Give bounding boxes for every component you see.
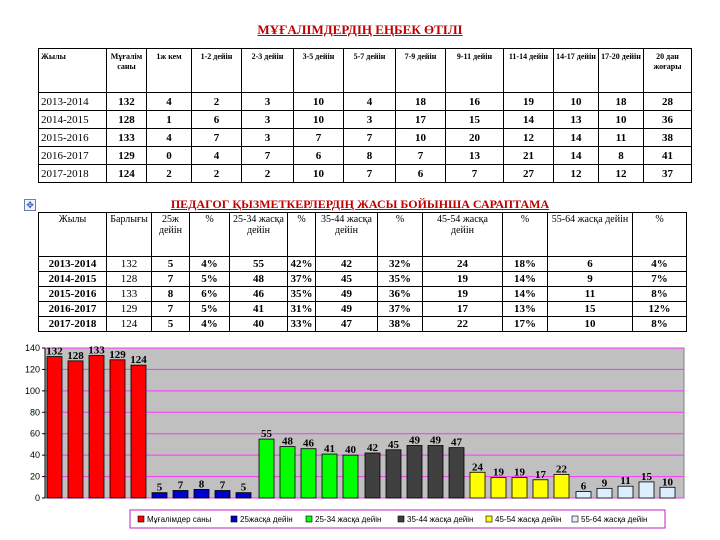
bar-value-label: 132 — [46, 345, 63, 358]
y-tick-label: 20 — [29, 471, 40, 482]
bar-value-label: 19 — [514, 466, 525, 479]
chart-bar — [554, 474, 569, 498]
y-tick-label: 140 — [24, 343, 40, 353]
y-tick-label: 0 — [34, 493, 40, 503]
table2-header-cell: 25ж дейін — [152, 213, 190, 257]
table-cell: 36 — [644, 111, 692, 129]
table-cell: 2014-2015 — [39, 111, 107, 129]
table-cell: 21 — [504, 147, 554, 165]
chart-bar — [280, 447, 295, 498]
table1-header-cell: 7-9 дейін — [396, 49, 446, 93]
chart-bar — [194, 489, 209, 498]
table-cell: 133 — [107, 287, 152, 302]
chart-bar — [407, 446, 422, 499]
table-row — [39, 129, 692, 147]
bar-value-label: 7 — [219, 479, 226, 492]
table-cell: 6% — [190, 287, 230, 302]
bar-value-label: 124 — [130, 354, 147, 367]
table-cell: 0 — [147, 147, 192, 165]
table-cell: 4% — [190, 317, 230, 332]
table-cell: 47 — [316, 317, 378, 332]
table-cell: 42 — [316, 257, 378, 272]
bar-value-label: 41 — [324, 443, 335, 456]
y-tick-label: 80 — [29, 407, 40, 418]
table-cell: 4 — [344, 93, 396, 111]
table-cell: 12 — [599, 165, 644, 183]
table-row — [39, 287, 687, 302]
table-cell: 2016-2017 — [39, 147, 107, 165]
table-cell: 129 — [107, 147, 147, 165]
table-cell: 7% — [633, 272, 687, 287]
table2-header-cell: Барлығы — [107, 213, 152, 257]
table-cell: 13 — [554, 111, 599, 129]
table-cell: 128 — [107, 272, 152, 287]
table-cell: 10 — [294, 111, 344, 129]
bar-value-label: 46 — [303, 437, 314, 450]
table-row — [39, 272, 687, 287]
chart-bar — [110, 360, 125, 498]
bar-value-label: 49 — [430, 434, 441, 447]
table-cell: 24 — [423, 257, 503, 272]
table-row — [39, 257, 687, 272]
table-cell: 7 — [344, 165, 396, 183]
chart-bar — [491, 478, 506, 498]
chart-bar — [449, 448, 464, 498]
chart-bar — [301, 449, 316, 498]
table-cell: 2015-2016 — [39, 129, 107, 147]
table-cell: 36% — [378, 287, 423, 302]
legend-swatch — [306, 516, 312, 522]
table-cell: 128 — [107, 111, 147, 129]
table2-header-cell: % — [378, 213, 423, 257]
bar-value-label: 8 — [198, 478, 205, 491]
table2-header-cell: 35-44 жасқа дейін — [316, 213, 378, 257]
table-cell: 49 — [316, 287, 378, 302]
table2-header-cell: 25-34 жасқа дейін — [230, 213, 288, 257]
bar-value-label: 7 — [177, 479, 184, 492]
table-row — [39, 317, 687, 332]
table-cell: 4 — [147, 129, 192, 147]
table-row — [39, 111, 692, 129]
bar-value-label: 129 — [109, 348, 126, 361]
table-cell: 35% — [288, 287, 316, 302]
table-cell: 48 — [230, 272, 288, 287]
chart-bar — [386, 450, 401, 498]
age-distribution-chart — [0, 334, 720, 540]
bar-value-label: 17 — [535, 468, 546, 481]
legend-label: 25жасқа дейін — [240, 515, 293, 524]
chart-bar — [660, 487, 675, 498]
table2-header-cell: % — [633, 213, 687, 257]
chart-bar — [365, 453, 380, 498]
bar-value-label: 22 — [556, 463, 567, 476]
table-cell: 35% — [378, 272, 423, 287]
table-cell: 10 — [294, 93, 344, 111]
table-cell: 11 — [548, 287, 633, 302]
table-cell: 41 — [230, 302, 288, 317]
table-cell: 22 — [423, 317, 503, 332]
legend-label: 55-64 жасқа дейін — [581, 515, 648, 524]
table-cell: 2 — [192, 93, 242, 111]
bar-value-label: 11 — [620, 475, 631, 488]
chart-bar — [533, 480, 548, 498]
table-cell: 2016-2017 — [39, 302, 107, 317]
table-cell: 2013-2014 — [39, 257, 107, 272]
table-cell: 33% — [288, 317, 316, 332]
table-cell: 31% — [288, 302, 316, 317]
table-cell: 3 — [344, 111, 396, 129]
table-cell: 37% — [378, 302, 423, 317]
table-cell: 3 — [242, 129, 294, 147]
table-cell: 129 — [107, 302, 152, 317]
bar-value-label: 40 — [345, 444, 356, 457]
table1-header-cell: 17-20 дейін — [599, 49, 644, 93]
table-row — [39, 302, 687, 317]
table1-header-cell: 11-14 дейін — [504, 49, 554, 93]
table-cell: 9 — [548, 272, 633, 287]
legend-swatch — [572, 516, 578, 522]
table-cell: 38% — [378, 317, 423, 332]
chart-bar — [428, 446, 443, 499]
bar-value-label: 48 — [282, 435, 293, 448]
table-cell: 38 — [644, 129, 692, 147]
table-cell: 49 — [316, 302, 378, 317]
table-cell: 12 — [504, 129, 554, 147]
legend-label: Мұғалімдер саны — [147, 515, 212, 524]
staff-age-table — [38, 212, 687, 332]
table-cell: 37 — [644, 165, 692, 183]
table-cell: 7 — [344, 129, 396, 147]
table-cell: 17% — [503, 317, 548, 332]
y-tick-label: 100 — [24, 385, 40, 396]
table-cell: 2 — [147, 165, 192, 183]
chart-bar — [215, 491, 230, 499]
legend-label: 25-34 жасқа дейін — [315, 515, 382, 524]
chart-bar — [343, 455, 358, 498]
table-cell: 6 — [548, 257, 633, 272]
legend-swatch — [398, 516, 404, 522]
table-cell: 14% — [503, 287, 548, 302]
table-cell: 6 — [192, 111, 242, 129]
table-cell: 6 — [396, 165, 446, 183]
table-cell: 8 — [599, 147, 644, 165]
table-cell: 1 — [147, 111, 192, 129]
table-cell: 11 — [599, 129, 644, 147]
bar-value-label: 55 — [261, 428, 272, 441]
table2-header-row — [39, 213, 687, 257]
bar-value-label: 5 — [156, 481, 163, 494]
table-cell: 13 — [446, 147, 504, 165]
table-cell: 2 — [192, 165, 242, 183]
legend-label: 45-54 жасқа дейін — [495, 515, 562, 524]
bar-value-label: 10 — [662, 476, 673, 489]
bar-value-label: 42 — [367, 442, 378, 454]
table-cell: 32% — [378, 257, 423, 272]
table-cell: 8 — [344, 147, 396, 165]
chart-bar — [597, 488, 612, 498]
table-cell: 3 — [242, 111, 294, 129]
table-cell: 8% — [633, 317, 687, 332]
table1-header-cell: 1ж кем — [147, 49, 192, 93]
table-cell: 5% — [190, 272, 230, 287]
table-cell: 3 — [242, 93, 294, 111]
table-cell: 5% — [190, 302, 230, 317]
table2-header-cell: 45-54 жасқа дейін — [423, 213, 503, 257]
table-cell: 27 — [504, 165, 554, 183]
legend-label: 35-44 жасқа дейін — [407, 515, 474, 524]
table-cell: 7 — [152, 302, 190, 317]
chart-bar — [89, 356, 104, 499]
chart-bar — [470, 472, 485, 498]
y-tick-label: 60 — [29, 428, 40, 439]
bar-value-label: 45 — [388, 438, 399, 451]
table-cell: 124 — [107, 165, 147, 183]
table-row — [39, 93, 692, 111]
table-cell: 46 — [230, 287, 288, 302]
table1-header-cell: 1-2 дейін — [192, 49, 242, 93]
table-cell: 19 — [423, 272, 503, 287]
table-cell: 5 — [152, 257, 190, 272]
bar-value-label: 133 — [88, 344, 105, 357]
table-cell: 18 — [396, 93, 446, 111]
table-cell: 14% — [503, 272, 548, 287]
bar-value-label: 15 — [641, 470, 652, 483]
chart-bar — [259, 439, 274, 498]
table-cell: 14 — [504, 111, 554, 129]
table-cell: 124 — [107, 317, 152, 332]
table-cell: 7 — [446, 165, 504, 183]
table1-header-cell: Мұғалім саны — [107, 49, 147, 93]
table1-header-cell: 20 дан жоғары — [644, 49, 692, 93]
table-cell: 7 — [242, 147, 294, 165]
table1-header-cell: 9-11 дейін — [446, 49, 504, 93]
table-cell: 2015-2016 — [39, 287, 107, 302]
table-row — [39, 147, 692, 165]
table1-header-cell: 3-5 дейін — [294, 49, 344, 93]
table-cell: 7 — [294, 129, 344, 147]
chart-bar — [618, 486, 633, 498]
table-cell: 10 — [548, 317, 633, 332]
table-row — [39, 165, 692, 183]
table-cell: 8 — [152, 287, 190, 302]
bar-value-label: 47 — [451, 436, 462, 449]
table-cell: 12% — [633, 302, 687, 317]
table-cell: 17 — [423, 302, 503, 317]
table-cell: 4 — [147, 93, 192, 111]
table2-header-cell: Жылы — [39, 213, 107, 257]
table-cell: 13% — [503, 302, 548, 317]
legend-swatch — [486, 516, 492, 522]
table-cell: 2017-2018 — [39, 317, 107, 332]
y-tick-label: 40 — [29, 450, 40, 461]
table-move-handle-icon[interactable]: ✥ — [24, 199, 36, 211]
table-cell: 4% — [633, 257, 687, 272]
table-cell: 132 — [107, 93, 147, 111]
table1-header-cell: 14-17 дейін — [554, 49, 599, 93]
chart-bar — [68, 361, 83, 498]
table-cell: 4 — [192, 147, 242, 165]
table-cell: 132 — [107, 257, 152, 272]
table-cell: 2017-2018 — [39, 165, 107, 183]
table-cell: 19 — [423, 287, 503, 302]
table1-title: МҰҒАЛІМДЕРДІҢ ЕҢБЕК ӨТІЛІ — [257, 22, 463, 37]
table1-header-cell: 5-7 дейін — [344, 49, 396, 93]
table-cell: 15 — [446, 111, 504, 129]
bar-value-label: 5 — [240, 481, 247, 494]
bar-value-label: 6 — [580, 480, 587, 493]
table-cell: 19 — [504, 93, 554, 111]
table-cell: 20 — [446, 129, 504, 147]
table-cell: 7 — [152, 272, 190, 287]
table1-header-cell: Жылы — [39, 49, 107, 93]
table2-header-cell: % — [503, 213, 548, 257]
table2-header-cell: 55-64 жасқа дейін — [548, 213, 633, 257]
table-cell: 10 — [554, 93, 599, 111]
table-cell: 28 — [644, 93, 692, 111]
table2-title: ПЕДАГОГ ҚЫЗМЕТКЕРЛЕРДІҢ ЖАСЫ БОЙЫНША САРАПТАМА — [170, 197, 550, 211]
chart-bar — [131, 365, 146, 498]
table-cell: 14 — [554, 147, 599, 165]
table-cell: 10 — [294, 165, 344, 183]
legend-swatch — [138, 516, 144, 522]
table-cell: 10 — [396, 129, 446, 147]
table-cell: 41 — [644, 147, 692, 165]
chart-bar — [47, 357, 62, 498]
teacher-experience-table — [38, 48, 692, 183]
table-cell: 45 — [316, 272, 378, 287]
chart-bar — [173, 491, 188, 499]
legend-swatch — [231, 516, 237, 522]
chart-bar — [322, 454, 337, 498]
table-cell: 42% — [288, 257, 316, 272]
table-cell: 55 — [230, 257, 288, 272]
table-cell: 2013-2014 — [39, 93, 107, 111]
bar-value-label: 19 — [493, 466, 504, 479]
table-cell: 4% — [190, 257, 230, 272]
table-cell: 37% — [288, 272, 316, 287]
table-cell: 133 — [107, 129, 147, 147]
table-cell: 7 — [396, 147, 446, 165]
table-cell: 14 — [554, 129, 599, 147]
table-cell: 12 — [554, 165, 599, 183]
table-cell: 5 — [152, 317, 190, 332]
table-cell: 40 — [230, 317, 288, 332]
chart-bar — [639, 482, 654, 498]
table-cell: 16 — [446, 93, 504, 111]
y-tick-label: 120 — [24, 364, 40, 375]
table-cell: 2014-2015 — [39, 272, 107, 287]
table2-header-cell: % — [288, 213, 316, 257]
table-cell: 8% — [633, 287, 687, 302]
table-cell: 7 — [192, 129, 242, 147]
table2-header-cell: % — [190, 213, 230, 257]
table-cell: 18 — [599, 93, 644, 111]
table-cell: 10 — [599, 111, 644, 129]
table-cell: 6 — [294, 147, 344, 165]
table-cell: 2 — [242, 165, 294, 183]
table-cell: 15 — [548, 302, 633, 317]
bar-value-label: 128 — [67, 349, 84, 362]
bar-value-label: 49 — [409, 434, 420, 447]
chart-bar — [512, 478, 527, 498]
bar-value-label: 9 — [601, 477, 608, 490]
table1-header-row — [39, 49, 692, 93]
table1-header-cell: 2-3 дейін — [242, 49, 294, 93]
bar-value-label: 24 — [472, 461, 483, 474]
table-cell: 17 — [396, 111, 446, 129]
table-cell: 18% — [503, 257, 548, 272]
